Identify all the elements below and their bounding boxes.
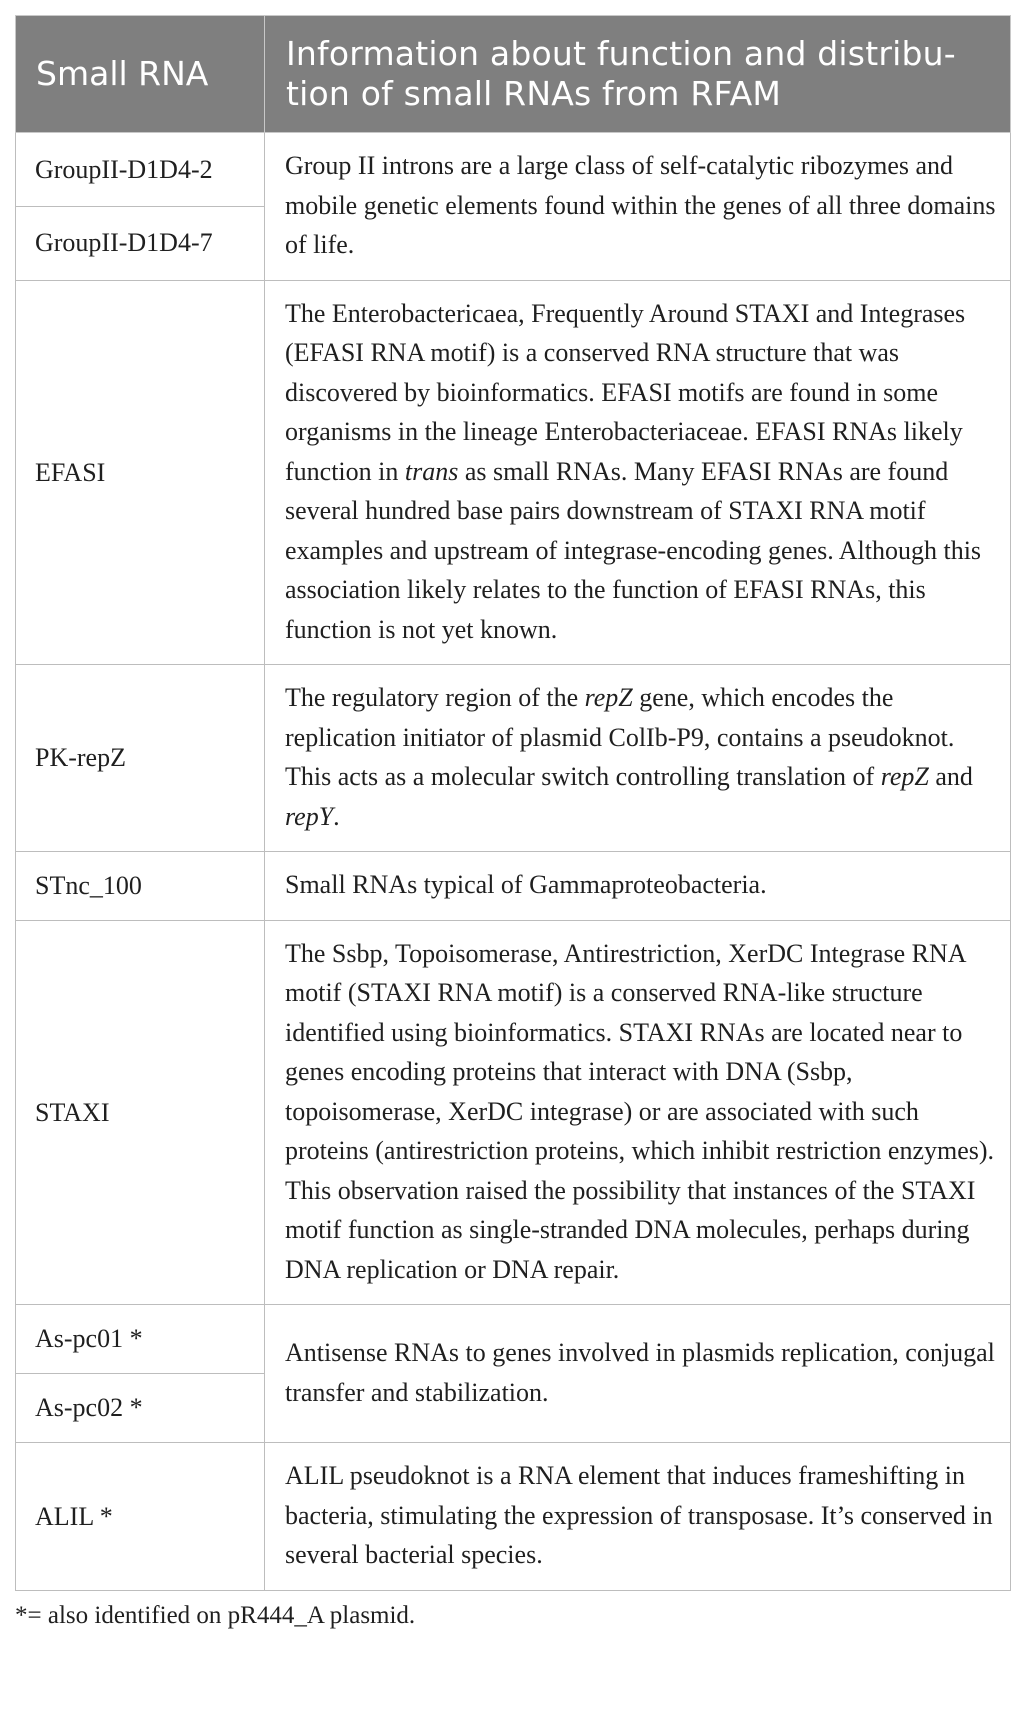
rna-description-as-pc [265, 1305, 1011, 1443]
small-rna-table [15, 15, 1011, 1591]
rna-name-staxi: STAXI [16, 920, 265, 1305]
rna-description-pk-repz [265, 665, 1011, 852]
table-row [16, 280, 1011, 665]
rna-name-as-pc02: As-pc02 * [16, 1374, 265, 1443]
table-row [16, 852, 1011, 921]
desc-italic: repZ [880, 762, 929, 791]
rna-description-text: Group II introns are a large class of self-catalytic ribozymes and mobile genetic elements found within the genes of all three domains of life. [285, 151, 996, 259]
header-information-line2: tion of small RNAs from RFAM [286, 74, 782, 113]
table-row [16, 665, 1011, 852]
table-row [16, 920, 1011, 1305]
desc-part: The Enterobactericaea, Frequently Around STAXI and Integrases (EFASI RNA motif) is a conserved RNA structure that was discovered by bioinformatics. EFASI motifs are found in some organisms in the lineage Enterobacteriaceae. EFASI RNAs likely function in [285, 298, 966, 486]
table-row [16, 133, 1011, 207]
rna-description-text: Small RNAs typical of Gammaproteobacteria. [285, 870, 767, 899]
rna-description-text: The Ssbp, Topoisomerase, Antirestriction, XerDC Integrase RNA motif (STAXI RNA motif) is a conserved RNA-like structure identified using bioinformatics. STAXI RNAs are located near to genes encoding proteins that interact with DNA (Ssbp, topoisomerase, XerDC integrase) or are associated with such proteins (antirestriction proteins, which inhibit restriction enzymes). This observation raised the possibility that instances of the STAXI motif function as single-stranded DNA molecules, perhaps during DNA replication or DNA repair. [285, 938, 995, 1284]
rna-description-stnc-100 [265, 852, 1011, 921]
rna-name-as-pc01: As-pc01 * [16, 1305, 265, 1374]
table-footnote: *= also identified on pR444_A plasmid. [15, 1602, 416, 1629]
rna-name-groupii-d1d4-7: GroupII-D1D4-7 [16, 206, 265, 280]
desc-part: as small RNAs. Many EFASI RNAs are found several hundred base pairs downstream of STAXI RNA motif examples and upstream of integrase-encoding genes. Although this association likely relates to the function of EFASI RNAs, this function is not yet known. [285, 456, 982, 644]
rna-name-groupii-d1d4-2: GroupII-D1D4-2 [16, 133, 265, 207]
desc-part: . [333, 801, 340, 831]
rna-name-alil: ALIL * [16, 1443, 265, 1591]
table-row [16, 1305, 1011, 1374]
desc-italic: trans [404, 456, 459, 486]
table-container [15, 15, 1010, 1591]
rna-description-efasi [265, 280, 1011, 665]
table-header-row [16, 16, 1011, 133]
table-row [16, 1443, 1011, 1591]
rna-description-groupii [265, 133, 1011, 281]
header-information-line1: Information about function and distribu- [286, 34, 956, 73]
rna-name-efasi: EFASI [16, 280, 265, 665]
desc-italic: repZ [584, 683, 633, 712]
rna-description-staxi [265, 920, 1011, 1305]
rna-description-text: Antisense RNAs to genes involved in plasmids replication, conjugal transfer and stabilization. [285, 1338, 995, 1407]
header-small-rna: Small RNA [16, 16, 265, 133]
desc-italic: repY [285, 801, 334, 831]
rna-name-pk-repz: PK-repZ [16, 665, 265, 852]
header-information [265, 16, 1011, 133]
desc-part: gene, which encodes the replication initiator of plasmid ColIb-P9, contains a pseudoknot. This acts as a molecular switch controlling translation of [285, 683, 955, 791]
desc-part: The regulatory region of the [285, 683, 585, 712]
desc-part: and [928, 762, 973, 791]
rna-description-text: ALIL pseudoknot is a RNA element that induces frameshifting in bacteria, stimulating the expression of transposase. It’s conserved in several bacterial species. [285, 1461, 993, 1569]
rna-description-alil [265, 1443, 1011, 1591]
rna-name-stnc-100: STnc_100 [16, 852, 265, 921]
